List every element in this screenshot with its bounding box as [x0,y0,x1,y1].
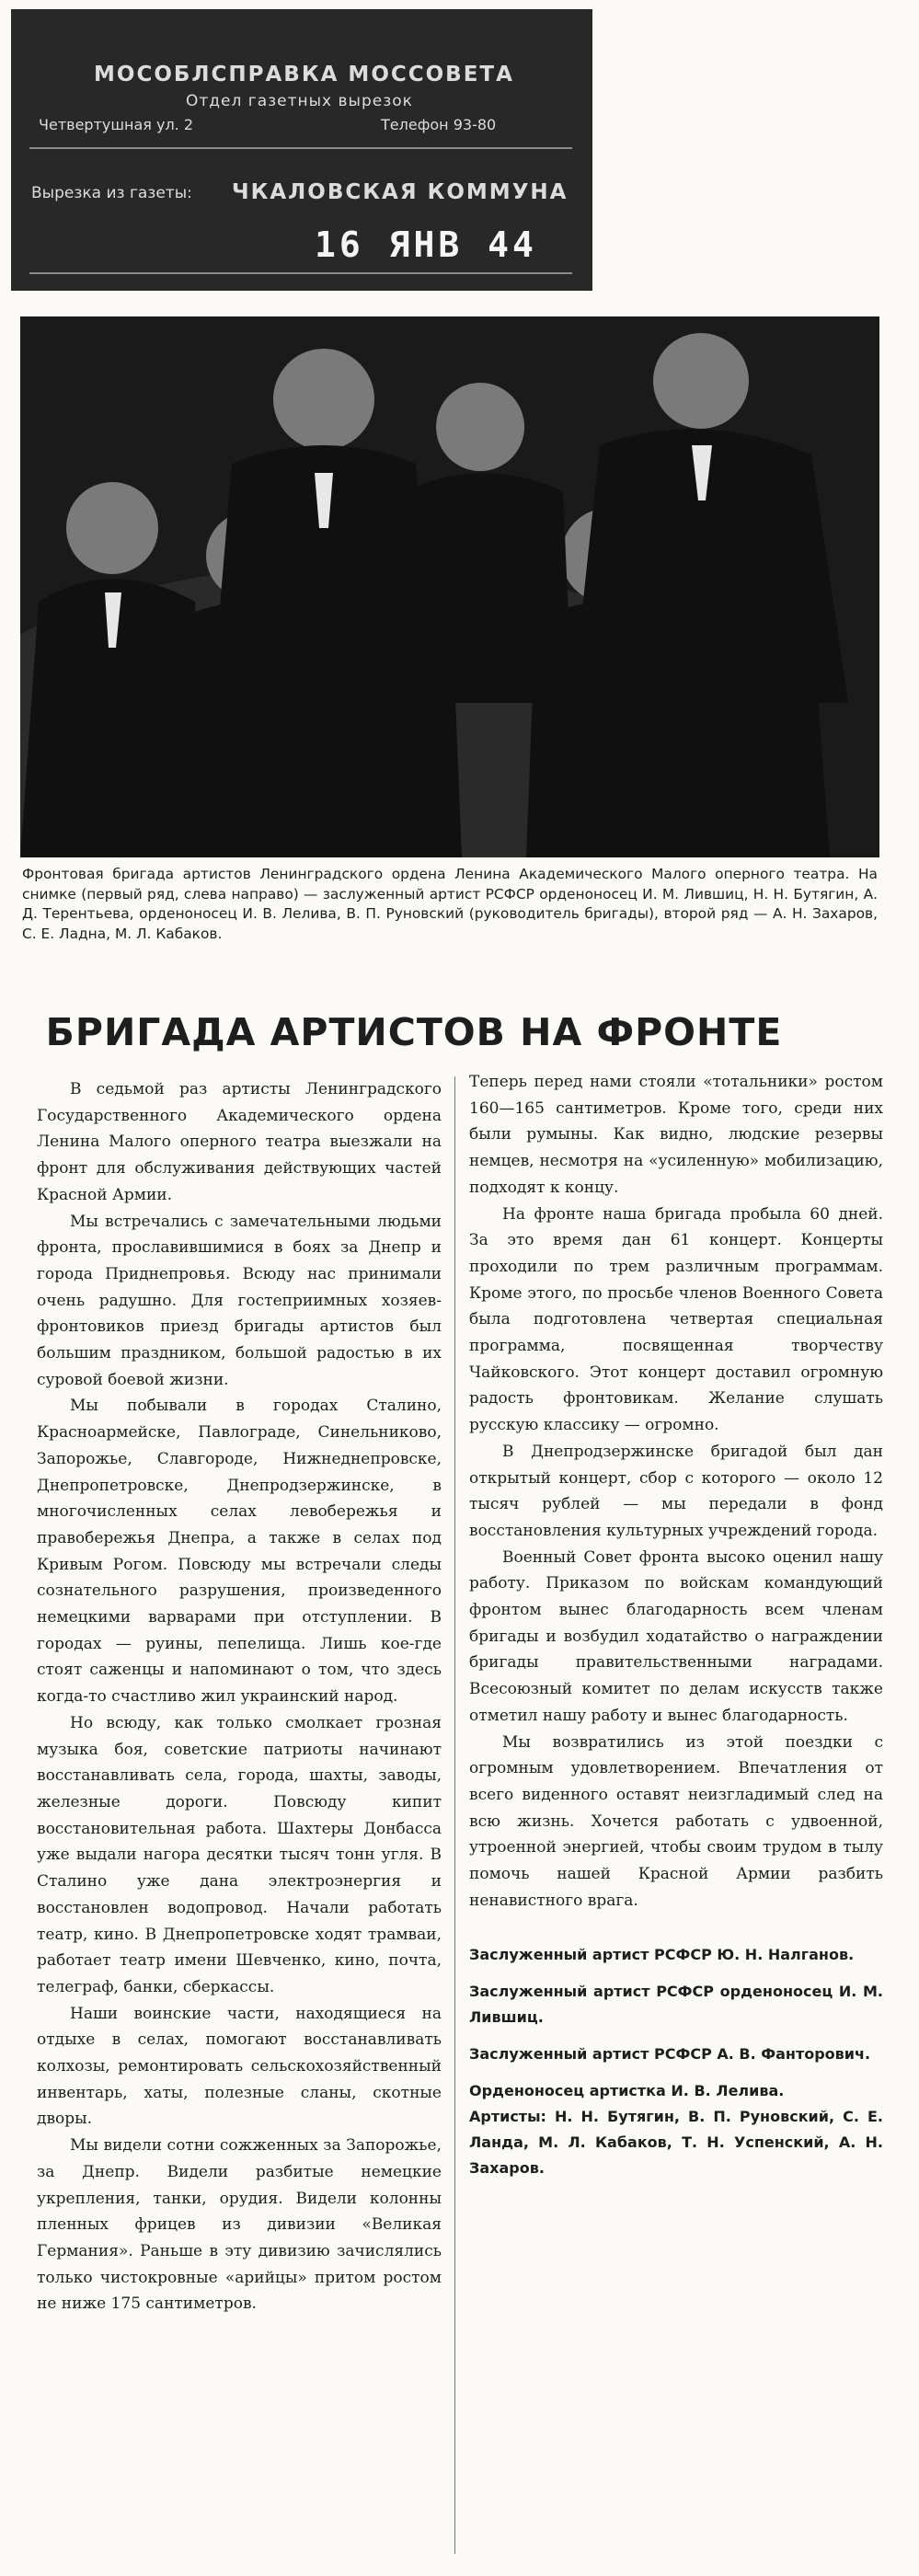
stamp-department: Отдел газетных вырезок [186,92,413,110]
stamp-phone: Телефон 93-80 [381,116,497,133]
article-paragraph: На фронте наша бригада пробыла 60 дней. За это время дан 61 концерт. Концерты проходили по трем различным программам. Кроме этого, по просьбе членов Военного Совета была подготовлена четвертая специальная программа, посвященная творчеству Чайковского. Этот концерт доставил огромную радость фронтовикам. Желание слушать русскую классику — огромно. [469,1204,883,1435]
stamp-source-label: Вырезка из газеты: [31,184,192,202]
group-portrait-image [20,316,879,857]
article-column-2 [469,1069,883,2192]
photo-caption: Фронтовая бригада артистов Ленинградского ордена Ленина Академического Малого оперного театра. На снимке (первый ряд, слева направо) — заслуженный артист РСФСР орденоносец И. М. Лившиц, Н. Н. Бутягин, А. Д. Терентьева, орденоносец И. В. Лелива, В. П. Руновский (руководитель бригады), второй ряд — А. Н. Захаров, С. Е. Ладна, М. Л. Кабаков. [22,866,878,942]
stamp-address: Четвертушная ул. 2 [39,116,194,133]
signature-line: Артисты: Н. Н. Бутягин, В. П. Руновский, С. Е. Ланда, М. Л. Кабаков, Т. Н. Успенский, А. Н. Захаров. [469,2107,883,2177]
clipping-bureau-stamp [11,9,592,291]
signature-line: Заслуженный артист РСФСР Ю. Н. Налганов. [469,1945,855,1963]
stamp-date: 16 ЯНВ 44 [315,224,537,265]
article-paragraph: Мы возвратились из этой поездки с огромным удовлетворением. Впечатления от всего виденного оставят неизгладимый след на всю жизнь. Хочется работать с удвоенной, утроенной энергией, чтобы своим трудом в тылу помочь нашей Красной Армии разбить ненавистного врага. [469,1732,883,1910]
signature-line: Заслуженный артист РСФСР А. В. Фанторович. [469,2044,871,2063]
brigade-photo [20,316,879,857]
article-paragraph: Мы побывали в городах Сталино, Красноармейске, Павлограде, Синельниково, Запорожье, Славгороде, Нижнеднепровске, Днепропетровске, Днепродзержинске, в многочисленных селах левобережья и правобережья Днепра, а также в селах под Кривым Рогом. Повсюду мы встречали следы сознательного разрушения, произведенного немецкими варварами при отступлении. В городах — руины, пепелища. Лишь кое-где стоят саженцы и напоминают о том, что здесь когда-то счастливо жил украинский народ. [37,1397,442,1707]
signature-group [469,2078,883,2181]
stamp-bureau-name: МОСОБЛСПРАВКА МОССОВЕТА [94,63,514,86]
article-column-1 [37,1076,442,2317]
article-headline: БРИГАДА АРТИСТОВ НА ФРОНТЕ [45,1010,783,1054]
article-paragraph: Мы видели сотни сожженных за Запорожье, за Днепр. Видели разбитые немецкие укрепления, танки, орудия. Видели колонны пленных фрицев из дивизии «Великая Германия». Раньше в эту дивизию зачислялись только чистокровные «арийцы» притом ростом не ниже 175 сантиметров. [37,2136,442,2314]
article-paragraph: Но всюду, как только смолкает грозная музыка боя, советские патриоты начинают восстанавливать села, города, шахты, заводы, железные дороги. Повсюду кипит восстановительная работа. Шахтеры Донбасса уже выдали нагора десятки тысяч тонн угля. В Сталино уже дана электроэнергия и восстановлен водопровод. Начали работать театр, кино. В Днепропетровске ходят трамваи, работает театр имени Шевченко, кино, почта, телеграф, банки, сберкассы. [37,1713,442,1996]
article-paragraph: В Днепродзержинске бригадой был дан открытый концерт, сбор с которого — около 12 тысяч рублей — мы передали в фонд восстановления культурных учреждений города. [469,1442,883,1540]
column-divider [454,1076,455,2554]
article-paragraph: Мы встречались с замечательными людьми фронта, прославившимися в боях за Днепр и города Приднепровья. Всюду нас принимали очень радушно. Для гостеприимных хозяев-фронтовиков приезд бригады артистов был большим праздником, большой радостью в их суровой боевой жизни. [37,1212,442,1389]
article-paragraph: Наши воинские части, находящиеся на отдыхе в селах, помогают восстанавливать колхозы, ремонтировать сельскохозяйственный инвентарь, хаты, полезные сланы, скотные дворы. [37,2004,442,2129]
article-paragraph: В седьмой раз артисты Ленинградского Государственного Академического ордена Ленина Малого оперного театра выезжали на фронт для обслуживания действующих частей Красной Армии. [37,1080,442,1204]
stamp-source-name: ЧКАЛОВСКАЯ КОММУНА [232,180,569,204]
article-paragraph: Военный Совет фронта высоко оценил нашу работу. Приказом по войскам командующий фронтом вынес благодарность всем членам бригады и возбудил ходатайство о награждении бригады правительственными наградами. Всесоюзный комитет по делам искусств также отметил нашу работу и вынес благодарность. [469,1547,883,1725]
signature-line: Заслуженный артист РСФСР орденоносец И. М. Лившиц. [469,1982,883,2026]
signatures-block [469,1942,883,2181]
article-paragraph: Теперь перед нами стояли «тотальники» ростом 160—165 сантиметров. Кроме того, среди них были румыны. Как видно, людские резервы немцев, несмотря на «усиленную» мобилизацию, подходят к концу. [469,1073,883,1197]
signature-line: Орденоносец артистка И. В. Лелива. [469,2081,785,2099]
